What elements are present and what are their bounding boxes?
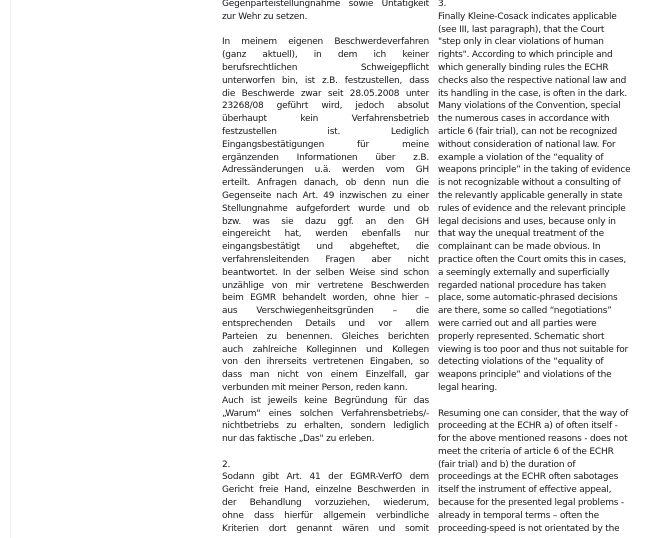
- text-line: 2.: [222, 459, 231, 470]
- text-line: a seemingly externally and superficially: [438, 267, 610, 278]
- text-line: proceedings at the ECHR often sabotages: [438, 472, 619, 483]
- text-line: Kriterien dort genannt wären und somit: [222, 523, 429, 534]
- text-line: because for the presented legal problems -: [438, 498, 624, 509]
- text-line: properly represented. Schematic short: [438, 331, 605, 342]
- text-line: example a violation of the “equality of: [438, 152, 604, 163]
- text-line: rights". According to which principle and: [438, 50, 613, 61]
- blank-line: [438, 395, 649, 408]
- text-line: proceeding at the ECHR a) of often itself -: [438, 421, 618, 432]
- text-line: entsprechenden Details und vor allem: [222, 318, 429, 329]
- text-line: meet the criteria of article 6 of the ECHR: [438, 446, 614, 457]
- text-line: legal hearing.: [438, 382, 498, 393]
- blank-line: [222, 446, 429, 459]
- text-line: its handling in the case, is often in the dark.: [438, 88, 628, 99]
- text-line: Sodann gibt Art. 41 der EGMR-VerfO dem: [222, 472, 429, 483]
- text-line: are there, some so called “negotiations”: [438, 306, 612, 317]
- text-line: Parteien zu benennen. Gleiches berichten: [222, 331, 429, 342]
- text-line: that way the unequal treatment of the: [438, 229, 604, 240]
- text-line: eingereicht hat, werden ebenfalls nur: [222, 229, 429, 240]
- text-line: Finally Kleine-Cosack indicates applicable: [438, 11, 617, 22]
- text-line: verfahrensleitenden Fragen aber nicht: [222, 254, 429, 265]
- english-text-column: [438, 0, 649, 535]
- text-line: proceeding-speed is not orientated by the: [438, 523, 620, 534]
- text-line: ergänzenden Informationen über z.B.: [222, 152, 429, 163]
- text-line: article 6 (fair trial), can not be recognized: [438, 126, 618, 137]
- text-line: regarded national procedure has taken: [438, 280, 607, 291]
- text-line: the relevantly applicable generally in state: [438, 190, 623, 201]
- text-line: auch zahlreiche Kolleginnen und Kollegen: [222, 344, 429, 355]
- text-line: Gegenseite nach Art. 49 inzwischen zu einer: [222, 190, 429, 201]
- text-line: von den ihrerseits vertretenen Eingaben, so: [222, 357, 429, 368]
- text-line: In meinem eigenen Beschwerdeverfahren: [222, 37, 429, 48]
- text-line: nichtbetriebs zu erhalten, sondern lediglich: [222, 421, 429, 432]
- text-line: nur das faktische „Das" zu erleben.: [222, 434, 375, 445]
- text-line: checks also the respective national law and: [438, 75, 627, 86]
- text-line: 23268/08 geführt wird, jedoch absolut: [222, 101, 429, 112]
- text-line: weapons principle” in the taking of evidence: [438, 165, 631, 176]
- text-line: Adressänderungen u.ä. werden vom GH: [222, 165, 429, 176]
- blank-line: [222, 24, 429, 37]
- german-text-column: [222, 0, 429, 535]
- text-line: überhaupt kein Verfahrensbetrieb: [222, 114, 429, 125]
- text-line: Gericht freie Hand, einzelne Beschwerden in: [222, 485, 429, 496]
- text-line: (see III, last paragraph), that the Court: [438, 24, 605, 35]
- text-line: bzw. was sie dazu ggf. an den GH: [222, 216, 429, 227]
- text-line: for the above mentioned reasons - does not: [438, 434, 628, 445]
- text-line: Eingangsbestätigungen für meine: [222, 139, 429, 150]
- text-line: itself the instrument of effective appeal,: [438, 485, 612, 496]
- text-line: weapons principle” and violations of the: [438, 370, 612, 381]
- text-line: detecting violations of the “equality of: [438, 357, 604, 368]
- text-line: ohne dass hierfür allgemein verbindliche: [222, 510, 429, 521]
- text-line: die Beschwerde zwar seit 28.05.2008 unter: [222, 88, 429, 99]
- text-line: dass man nicht von einem Einzelfall, gar: [222, 370, 429, 381]
- text-line: zur Wehr zu setzen.: [222, 11, 308, 22]
- text-line: verbunden mit meiner Person, reden kann.: [222, 382, 408, 393]
- text-line: legal decisions and uses, because only in: [438, 216, 616, 227]
- text-line: beim EGMR behandelt worden, ohne hier –: [222, 293, 429, 304]
- text-line: Stellungnahme aufgefordert wurde und ob: [222, 203, 429, 214]
- text-line: "step only in clear violations of human: [438, 37, 604, 48]
- text-line: eingangsbestätigt und abgeheftet, die: [222, 242, 429, 253]
- text-line: Auch ist jeweils keine Begründung für das: [222, 395, 429, 406]
- text-line: beantwortet. In der selben Weise sind schon: [222, 267, 429, 278]
- text-line: Resuming one can consider, that the way of: [438, 408, 629, 419]
- text-line: were carried out and all parties were: [438, 318, 597, 329]
- text-line: „Warum" eines solchen Verfahrensbetriebs/-: [222, 408, 429, 419]
- text-line: festzustellen ist. Lediglich: [222, 126, 429, 137]
- text-line: the numerous cases in accordance with: [438, 114, 610, 125]
- text-line: viewing is too poor and thus not suitable for: [438, 344, 629, 355]
- text-line: berufsrechtlichen Schweigepflicht: [222, 62, 429, 73]
- text-line: (fair trial) and b) the duration of: [438, 459, 576, 470]
- text-line: unzählige von mir vertretene Beschwerden: [222, 280, 429, 291]
- text-line: practice often the Court omits this in cases,: [438, 254, 627, 265]
- text-line: aus Verschwiegenheitsgründen – die: [222, 306, 429, 317]
- page-edge-line: [10, 0, 11, 538]
- text-line: already in temporal terms – often the: [438, 510, 599, 521]
- text-line: (ganz aktuell), in dem ich keiner: [222, 50, 429, 61]
- text-line: erteilt. Anfragen danach, ob denn nun die: [222, 178, 429, 189]
- text-line: Many violations of the Convention, special: [438, 101, 621, 112]
- text-line: unterworfen bin, ist z.B. festzustellen, dass: [222, 75, 429, 86]
- text-line: complainant can be made obvious. In: [438, 242, 601, 253]
- text-line: rules of evidence and the relevant principle: [438, 203, 626, 214]
- text-line: Gegenparteistellungnahme sowie Untätigkeit: [222, 0, 429, 9]
- text-line: is not recognizable without a consulting of: [438, 178, 621, 189]
- text-line: which generally binding rules the ECHR: [438, 62, 609, 73]
- text-line: without consideration of national law. For: [438, 139, 616, 150]
- text-line: place, some automatic-phrased decisions: [438, 293, 618, 304]
- text-line: der Behandlung vorzuziehen, wiederum,: [222, 498, 429, 509]
- text-line: 3.: [438, 0, 447, 9]
